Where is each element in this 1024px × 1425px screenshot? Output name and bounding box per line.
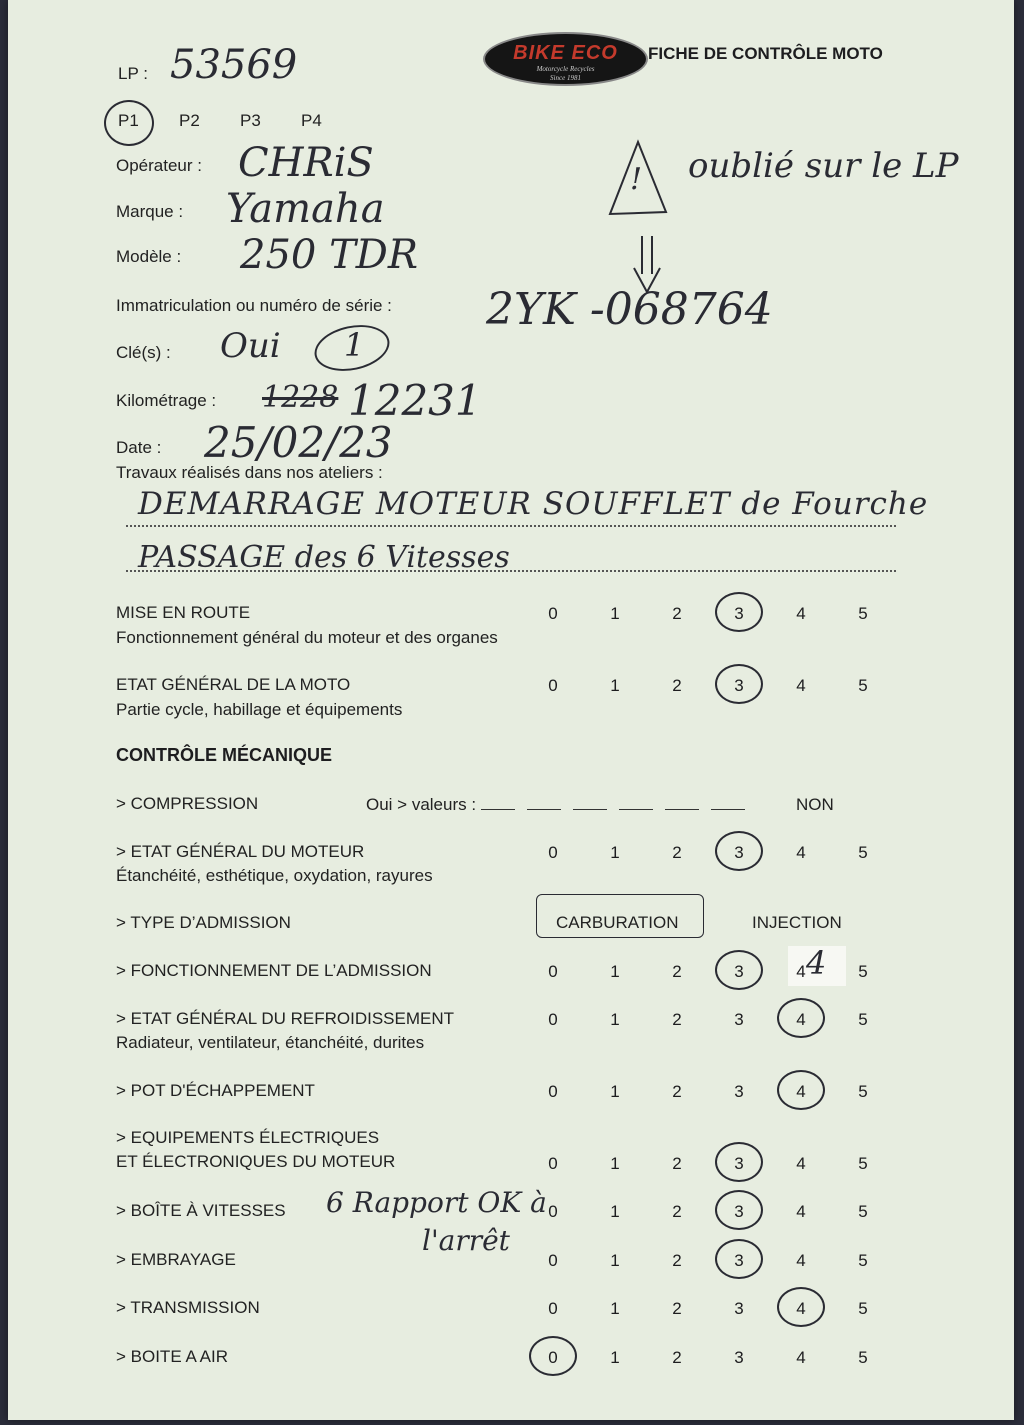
score-option-0[interactable]: 0 bbox=[548, 1082, 558, 1101]
score-option-1[interactable]: 1 bbox=[610, 1154, 620, 1173]
condition-label: ETAT GÉNÉRAL DE LA MOTO bbox=[116, 675, 351, 694]
score-option-3[interactable]: 3 bbox=[734, 1348, 744, 1367]
score-option-3[interactable]: 3 bbox=[734, 604, 744, 623]
selected-score-circle bbox=[777, 998, 825, 1038]
score-option-2[interactable]: 2 bbox=[672, 1154, 682, 1173]
score-option-3[interactable]: 3 bbox=[734, 1082, 744, 1101]
model-label: Modèle : bbox=[116, 247, 182, 266]
score-option-0[interactable]: 0 bbox=[548, 1154, 558, 1173]
serial-label: Immatriculation ou numéro de série : bbox=[116, 296, 392, 315]
score-option-1[interactable]: 1 bbox=[610, 1202, 620, 1221]
score-option-5[interactable]: 5 bbox=[858, 1154, 868, 1173]
score-option-0[interactable]: 0 bbox=[548, 676, 558, 695]
score-option-5[interactable]: 5 bbox=[858, 676, 868, 695]
score-option-5[interactable]: 5 bbox=[858, 1348, 868, 1367]
score-option-5[interactable]: 5 bbox=[858, 1010, 868, 1029]
position-p3[interactable]: P3 bbox=[240, 111, 261, 130]
score-option-1[interactable]: 1 bbox=[610, 676, 620, 695]
condition-sub: Partie cycle, habillage et équipements bbox=[116, 700, 403, 719]
score-option-3[interactable]: 3 bbox=[734, 962, 744, 981]
score-option-0[interactable]: 0 bbox=[548, 1299, 558, 1318]
airbox-label: > BOITE A AIR bbox=[116, 1347, 228, 1366]
score-option-1[interactable]: 1 bbox=[610, 1010, 620, 1029]
warning-symbol: ! bbox=[630, 162, 643, 197]
score-option-4[interactable]: 4 bbox=[796, 1010, 806, 1029]
mileage-struck: 1228 bbox=[262, 380, 339, 415]
engine-label: > ETAT GÉNÉRAL DU MOTEUR bbox=[116, 842, 365, 861]
date-value[interactable]: 25/02/23 bbox=[204, 418, 393, 467]
intake-func-label: > FONCTIONNEMENT DE L’ADMISSION bbox=[116, 961, 432, 980]
logo-tagline: Motorcycle Recycles bbox=[536, 65, 595, 73]
works-line-2[interactable]: PASSAGE des 6 Vitesses bbox=[138, 540, 510, 575]
score-option-2[interactable]: 2 bbox=[672, 1348, 682, 1367]
cooling-label: > ETAT GÉNÉRAL DU REFROIDISSEMENT bbox=[116, 1009, 455, 1028]
compression-blank[interactable] bbox=[573, 808, 607, 810]
exhaust-label: > POT D'ÉCHAPPEMENT bbox=[116, 1081, 315, 1100]
compression-blank[interactable] bbox=[619, 808, 653, 810]
selected-score-circle bbox=[715, 592, 763, 632]
operator-label: Opérateur : bbox=[116, 156, 202, 175]
mileage-value[interactable]: 12231 bbox=[348, 376, 482, 425]
gearbox-note-1: 6 Rapport OK à bbox=[326, 1186, 547, 1219]
gearbox-note-2: l'arrêt bbox=[422, 1224, 510, 1257]
intake-carburation[interactable]: CARBURATION bbox=[556, 913, 679, 932]
score-option-4[interactable]: 4 bbox=[796, 676, 806, 695]
score-option-1[interactable]: 1 bbox=[610, 962, 620, 981]
date-label: Date : bbox=[116, 438, 162, 457]
compression-blank[interactable] bbox=[527, 808, 561, 810]
startup-label: MISE EN ROUTE bbox=[116, 603, 251, 622]
score-option-3[interactable]: 3 bbox=[734, 1202, 744, 1221]
works-dotted-line-1 bbox=[126, 525, 896, 527]
position-p2[interactable]: P2 bbox=[179, 111, 200, 130]
score-option-2[interactable]: 2 bbox=[672, 1082, 682, 1101]
selected-score-circle bbox=[529, 1336, 577, 1376]
intake-func-note: 4 bbox=[806, 944, 827, 982]
selected-score-circle bbox=[777, 1287, 825, 1327]
compression-blank[interactable] bbox=[481, 808, 515, 810]
score-option-4[interactable]: 4 bbox=[796, 1299, 806, 1318]
score-option-0[interactable]: 0 bbox=[548, 1202, 558, 1221]
score-option-2[interactable]: 2 bbox=[672, 604, 682, 623]
position-p1[interactable]: P1 bbox=[118, 111, 139, 130]
score-option-4[interactable]: 4 bbox=[796, 962, 806, 981]
logo-since: Since 1981 bbox=[550, 74, 581, 82]
compression-label: > COMPRESSION bbox=[116, 794, 259, 813]
score-option-3[interactable]: 3 bbox=[734, 1299, 744, 1318]
score-option-4[interactable]: 4 bbox=[796, 1082, 806, 1101]
score-option-2[interactable]: 2 bbox=[672, 843, 682, 862]
electric-label-1: > EQUIPEMENTS ÉLECTRIQUES bbox=[116, 1128, 380, 1147]
intake-type-label: > TYPE D’ADMISSION bbox=[116, 913, 291, 932]
score-option-0[interactable]: 0 bbox=[548, 962, 558, 981]
selected-score-circle bbox=[715, 831, 763, 871]
score-option-4[interactable]: 4 bbox=[796, 843, 806, 862]
logo-brand: BIKE ECO bbox=[513, 42, 618, 64]
score-option-5[interactable]: 5 bbox=[858, 604, 868, 623]
score-option-4[interactable]: 4 bbox=[796, 1154, 806, 1173]
score-option-0[interactable]: 0 bbox=[548, 1348, 558, 1367]
score-option-1[interactable]: 1 bbox=[610, 1251, 620, 1270]
transmission-label: > TRANSMISSION bbox=[116, 1298, 260, 1317]
startup-sub: Fonctionnement général du moteur et des organes bbox=[116, 628, 498, 647]
gearbox-label: > BOÎTE À VITESSES bbox=[116, 1201, 286, 1220]
keys-label: Clé(s) : bbox=[116, 343, 171, 362]
operator-value[interactable]: CHRiS bbox=[238, 140, 374, 186]
serial-value[interactable]: 2YK -068764 bbox=[486, 284, 773, 335]
position-p4[interactable]: P4 bbox=[301, 111, 322, 130]
score-option-0[interactable]: 0 bbox=[548, 1251, 558, 1270]
score-option-4[interactable]: 4 bbox=[796, 1348, 806, 1367]
mileage-label: Kilométrage : bbox=[116, 391, 217, 410]
clutch-label: > EMBRAYAGE bbox=[116, 1250, 236, 1269]
compression-values[interactable] bbox=[366, 795, 757, 815]
model-value[interactable]: 250 TDR bbox=[240, 232, 418, 278]
compression-oui: Oui > valeurs : bbox=[366, 795, 477, 814]
score-option-3[interactable]: 3 bbox=[734, 843, 744, 862]
compression-non[interactable]: NON bbox=[796, 795, 834, 814]
score-option-3[interactable]: 3 bbox=[734, 1010, 744, 1029]
works-label: Travaux réalisés dans nos ateliers : bbox=[116, 463, 383, 482]
brand-label: Marque : bbox=[116, 202, 184, 221]
score-option-2[interactable]: 2 bbox=[672, 962, 682, 981]
score-option-5[interactable]: 5 bbox=[858, 962, 868, 981]
score-option-5[interactable]: 5 bbox=[858, 1202, 868, 1221]
keys-count[interactable]: 1 bbox=[344, 326, 365, 364]
lp-value[interactable]: 53569 bbox=[170, 42, 298, 88]
intake-injection[interactable]: INJECTION bbox=[752, 913, 842, 932]
electric-label-2: ET ÉLECTRONIQUES DU MOTEUR bbox=[116, 1152, 396, 1171]
selected-score-circle bbox=[715, 664, 763, 704]
compression-blank[interactable] bbox=[711, 808, 745, 810]
score-option-1[interactable]: 1 bbox=[610, 1299, 620, 1318]
score-option-0[interactable]: 0 bbox=[548, 843, 558, 862]
bike-eco-logo bbox=[483, 32, 648, 86]
score-option-3[interactable]: 3 bbox=[734, 1154, 744, 1173]
score-option-5[interactable]: 5 bbox=[858, 1082, 868, 1101]
score-option-5[interactable]: 5 bbox=[858, 1299, 868, 1318]
score-option-3[interactable]: 3 bbox=[734, 676, 744, 695]
score-option-1[interactable]: 1 bbox=[610, 1348, 620, 1367]
score-option-2[interactable]: 2 bbox=[672, 1010, 682, 1029]
keys-value[interactable]: Oui bbox=[220, 326, 281, 366]
selected-score-circle bbox=[777, 1070, 825, 1110]
score-option-0[interactable]: 0 bbox=[548, 1010, 558, 1029]
selected-score-circle bbox=[715, 1239, 763, 1279]
score-option-4[interactable]: 4 bbox=[796, 1202, 806, 1221]
score-option-2[interactable]: 2 bbox=[672, 1251, 682, 1270]
score-option-0[interactable]: 0 bbox=[548, 604, 558, 623]
score-option-5[interactable]: 5 bbox=[858, 843, 868, 862]
selected-score-circle bbox=[715, 1190, 763, 1230]
score-option-1[interactable]: 1 bbox=[610, 1082, 620, 1101]
score-option-3[interactable]: 3 bbox=[734, 1251, 744, 1270]
score-option-4[interactable]: 4 bbox=[796, 1251, 806, 1270]
score-option-2[interactable]: 2 bbox=[672, 1299, 682, 1318]
selected-score-circle bbox=[715, 950, 763, 990]
form-title: FICHE DE CONTRÔLE MOTO bbox=[648, 44, 883, 63]
brand-value[interactable]: Yamaha bbox=[226, 186, 385, 232]
score-option-1[interactable]: 1 bbox=[610, 843, 620, 862]
score-option-5[interactable]: 5 bbox=[858, 1251, 868, 1270]
mechanical-title: CONTRÔLE MÉCANIQUE bbox=[116, 745, 332, 765]
inspection-sheet bbox=[8, 0, 1014, 1420]
score-option-2[interactable]: 2 bbox=[672, 676, 682, 695]
score-option-4[interactable]: 4 bbox=[796, 604, 806, 623]
selected-score-circle bbox=[715, 1142, 763, 1182]
cooling-sub: Radiateur, ventilateur, étanchéité, durites bbox=[116, 1033, 425, 1052]
lp-label-text: LP : bbox=[118, 64, 148, 83]
engine-sub: Étanchéité, esthétique, oxydation, rayures bbox=[116, 866, 433, 885]
warning-note: oublié sur le LP bbox=[688, 146, 959, 186]
works-dotted-line-2 bbox=[126, 570, 896, 572]
score-option-1[interactable]: 1 bbox=[610, 604, 620, 623]
compression-blank[interactable] bbox=[665, 808, 699, 810]
score-option-2[interactable]: 2 bbox=[672, 1202, 682, 1221]
works-line-1[interactable]: DEMARRAGE MOTEUR SOUFFLET de Fourche bbox=[138, 486, 929, 522]
